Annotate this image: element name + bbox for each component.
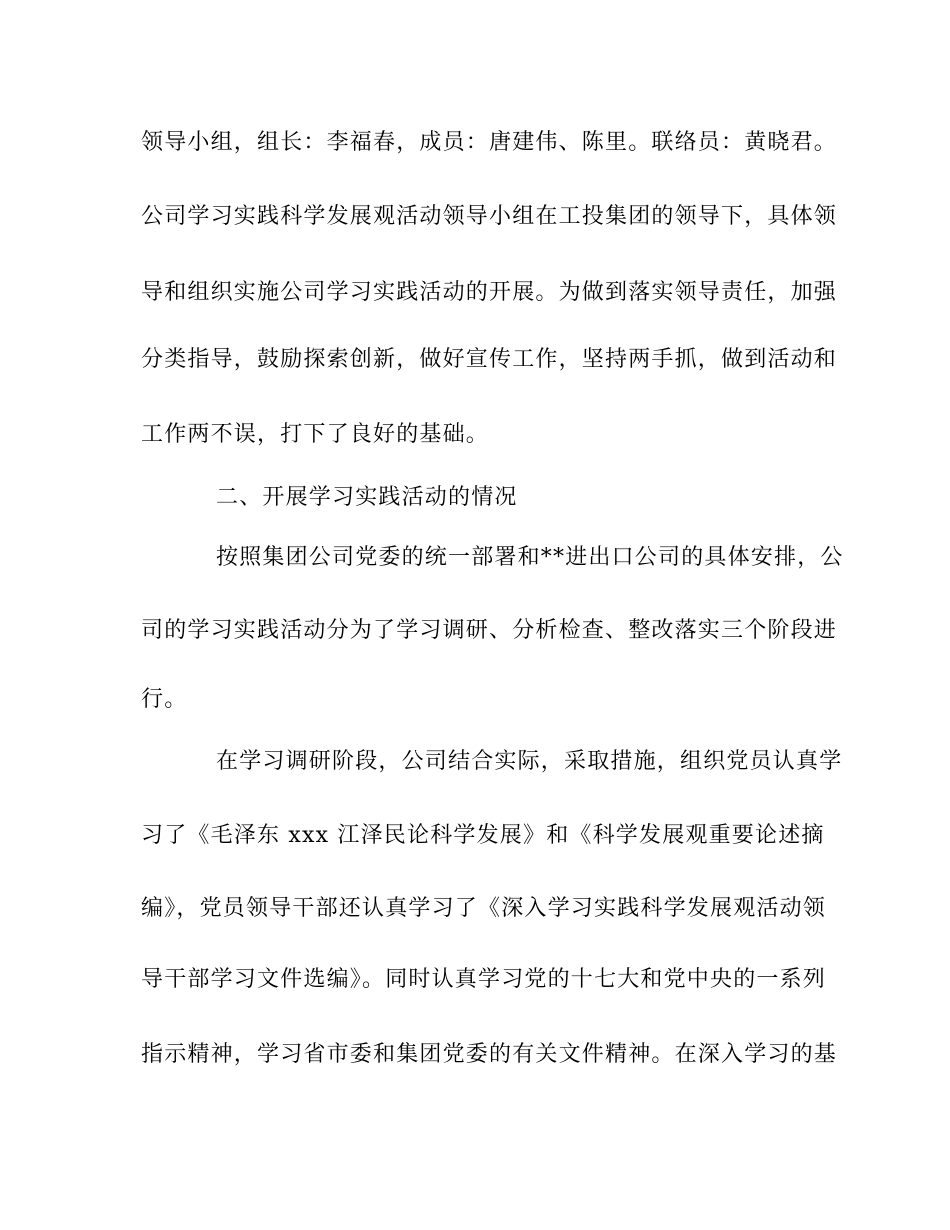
body-text-line: 导和组织实施公司学习实践活动的开展。为做到落实领导责任，加强 <box>141 280 838 305</box>
body-text-line: 导干部学习文件选编》。同时认真学习党的十七大和党中央的一系列 <box>141 967 827 992</box>
section-heading: 二、开展学习实践活动的情况 <box>216 485 518 510</box>
body-text-line: 公司学习实践科学发展观活动领导小组在工投集团的领导下，具体领 <box>141 204 838 229</box>
body-text-line: 行。 <box>141 687 188 712</box>
body-text-line: 司的学习实践活动分为了学习调研、分析检查、整改落实三个阶段进 <box>141 618 838 643</box>
paragraph-first-line: 在学习调研阶段，公司结合实际，采取措施，组织党员认真学 <box>216 749 843 774</box>
body-text-line: 工作两不误，打下了良好的基础。 <box>141 422 490 447</box>
body-text-line: 编》，党员领导干部还认真学习了《深入学习实践科学发展观活动领 <box>141 896 827 921</box>
body-text-line: 习了《毛泽东 xxx 江泽民论科学发展》和《科学发展观重要论述摘 <box>141 823 825 848</box>
body-text-line: 领导小组，组长：李福春，成员：唐建伟、陈里。联络员：黄晓君。 <box>141 130 838 155</box>
paragraph-first-line: 按照集团公司党委的统一部署和**进出口公司的具体安排，公 <box>216 545 844 570</box>
body-text-line: 分类指导，鼓励探索创新，做好宣传工作，坚持两手抓，做到活动和 <box>141 347 838 372</box>
body-text-line: 指示精神，学习省市委和集团党委的有关文件精神。在深入学习的基 <box>141 1042 838 1067</box>
